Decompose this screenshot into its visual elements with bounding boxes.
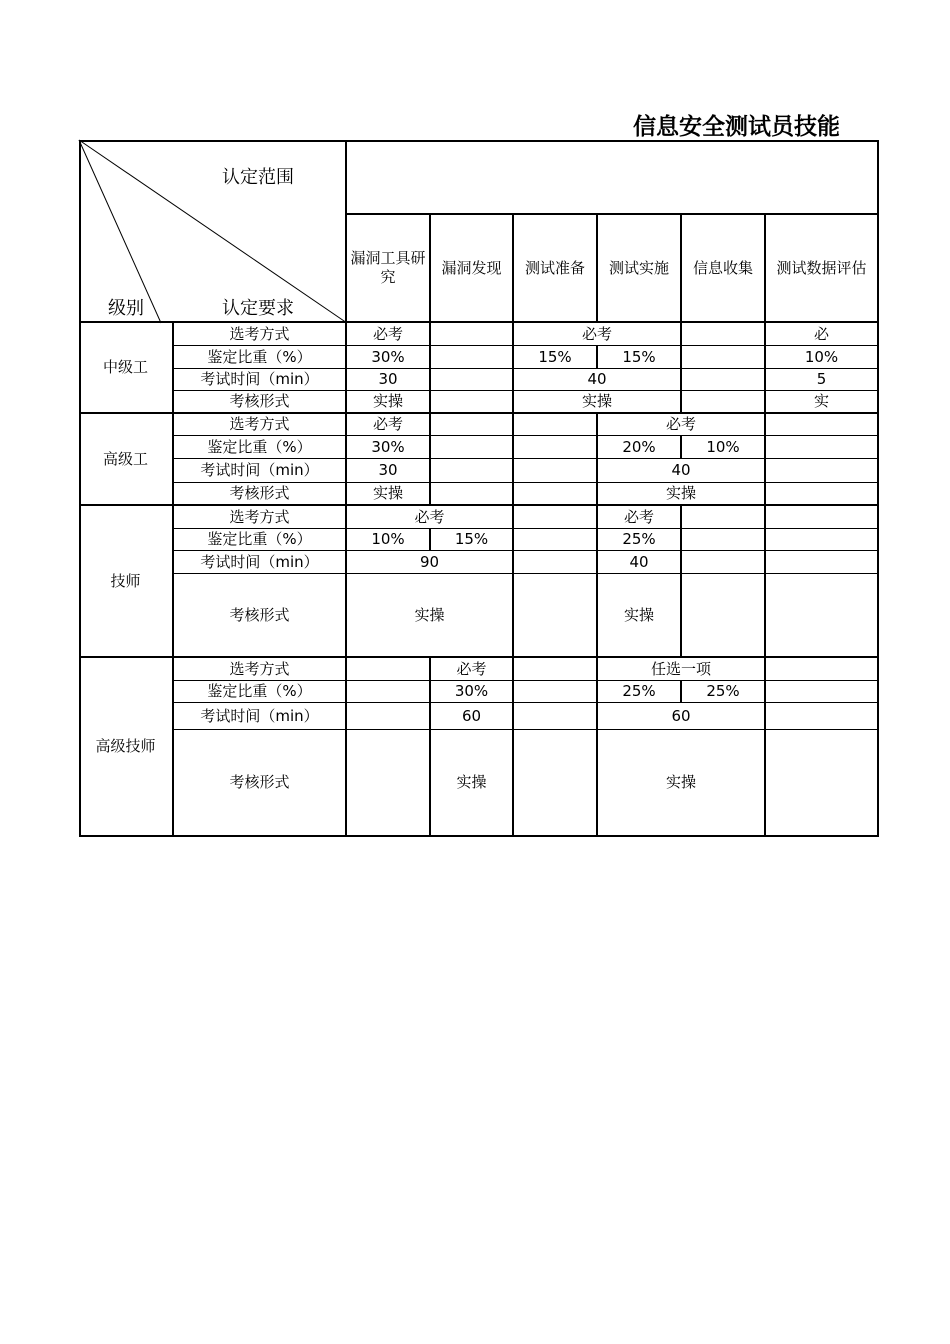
value-cell-method: 必考 (347, 506, 514, 529)
value-cell-form (766, 730, 879, 837)
value-cell-time (431, 369, 514, 391)
value-cell-weight (431, 346, 514, 369)
value-cell-form (514, 574, 598, 658)
value-cell-method: 必考 (347, 414, 431, 436)
value-cell-time: 60 (598, 703, 766, 730)
value-cell-time: 40 (598, 459, 766, 483)
diagonal-line-2 (79, 140, 347, 323)
row-label-form: 考核形式 (174, 574, 347, 658)
value-cell-weight (431, 436, 514, 459)
row-label-method: 选考方式 (174, 506, 347, 529)
value-cell-form (431, 483, 514, 506)
value-cell-form: 实操 (347, 391, 431, 414)
value-cell-method: 必考 (347, 323, 431, 346)
row-label-form: 考核形式 (174, 391, 347, 414)
value-cell-time (347, 703, 431, 730)
level-name-cell: 技师 (79, 506, 174, 658)
row-label-method: 选考方式 (174, 658, 347, 681)
assessment-table (79, 140, 867, 837)
value-cell-form (514, 483, 598, 506)
value-cell-method (766, 414, 879, 436)
value-cell-time: 5 (766, 369, 879, 391)
column-header-3: 测试准备 (514, 215, 598, 323)
value-cell-method: 必考 (514, 323, 682, 346)
row-label-time: 考试时间（min） (174, 369, 347, 391)
value-cell-form: 实操 (598, 730, 766, 837)
column-header-6: 测试数据评估 (766, 215, 879, 323)
corner-header-cell (79, 140, 347, 323)
value-cell-form (766, 483, 879, 506)
column-header-2: 漏洞发现 (431, 215, 514, 323)
value-cell-form (347, 730, 431, 837)
value-cell-time (514, 551, 598, 574)
value-cell-method (431, 414, 514, 436)
value-cell-time (431, 459, 514, 483)
value-cell-weight: 30% (347, 346, 431, 369)
value-cell-method (431, 323, 514, 346)
row-label-time: 考试时间（min） (174, 703, 347, 730)
column-header-4: 测试实施 (598, 215, 682, 323)
value-cell-weight: 20% (598, 436, 682, 459)
corner-diagonal-lines (79, 140, 347, 323)
value-cell-form (431, 391, 514, 414)
value-cell-form: 实操 (347, 574, 514, 658)
level-name-cell: 高级技师 (79, 658, 174, 837)
scope-label: 认定范围 (222, 167, 294, 188)
level-name-cell: 高级工 (79, 414, 174, 506)
row-label-time: 考试时间（min） (174, 459, 347, 483)
value-cell-method (514, 658, 598, 681)
value-cell-time: 30 (347, 459, 431, 483)
value-cell-method (766, 658, 879, 681)
value-cell-weight (766, 681, 879, 703)
value-cell-method: 必考 (431, 658, 514, 681)
column-header-1: 漏洞工具研究 (347, 215, 431, 323)
value-cell-weight: 15% (431, 529, 514, 551)
value-cell-form: 实操 (347, 483, 431, 506)
value-cell-method (514, 506, 598, 529)
value-cell-weight: 10% (766, 346, 879, 369)
value-cell-form: 实操 (514, 391, 682, 414)
row-label-method: 选考方式 (174, 323, 347, 346)
value-cell-form (682, 391, 766, 414)
value-cell-weight: 15% (514, 346, 598, 369)
value-cell-time (766, 551, 879, 574)
column-header-5: 信息收集 (682, 215, 766, 323)
row-label-time: 考试时间（min） (174, 551, 347, 574)
row-label-weight: 鉴定比重（%） (174, 346, 347, 369)
level-label: 级别 (108, 298, 144, 319)
value-cell-time (766, 459, 879, 483)
value-cell-weight (514, 529, 598, 551)
value-cell-form: 实操 (598, 483, 766, 506)
document-title (560, 104, 850, 144)
value-cell-method: 必 (766, 323, 879, 346)
value-cell-form: 实操 (431, 730, 514, 837)
value-cell-time (682, 369, 766, 391)
level-name-cell: 中级工 (79, 323, 174, 414)
value-cell-weight: 25% (682, 681, 766, 703)
value-cell-weight: 10% (347, 529, 431, 551)
value-cell-form (682, 574, 766, 658)
value-cell-weight (347, 681, 431, 703)
row-label-weight: 鉴定比重（%） (174, 529, 347, 551)
table-grid (79, 140, 879, 837)
value-cell-method: 任选一项 (598, 658, 766, 681)
value-cell-form (766, 574, 879, 658)
value-cell-weight: 25% (598, 529, 682, 551)
value-cell-time (766, 703, 879, 730)
requirement-label: 认定要求 (222, 298, 294, 319)
value-cell-weight (682, 346, 766, 369)
value-cell-weight: 10% (682, 436, 766, 459)
value-cell-method (514, 414, 598, 436)
value-cell-weight: 30% (431, 681, 514, 703)
value-cell-time: 90 (347, 551, 514, 574)
value-cell-weight: 30% (347, 436, 431, 459)
value-cell-weight (766, 436, 879, 459)
title-text: 信息安全测试员技能 (633, 114, 840, 140)
value-cell-method (766, 506, 879, 529)
value-cell-form: 实操 (598, 574, 682, 658)
value-cell-weight (766, 529, 879, 551)
value-cell-time (682, 551, 766, 574)
row-label-method: 选考方式 (174, 414, 347, 436)
value-cell-method (347, 658, 431, 681)
row-label-form: 考核形式 (174, 483, 347, 506)
header-top-band (347, 140, 879, 215)
value-cell-weight (514, 436, 598, 459)
value-cell-weight: 25% (598, 681, 682, 703)
value-cell-time: 60 (431, 703, 514, 730)
value-cell-method: 必考 (598, 506, 682, 529)
value-cell-form: 实 (766, 391, 879, 414)
row-label-form: 考核形式 (174, 730, 347, 837)
value-cell-time: 40 (514, 369, 682, 391)
value-cell-form (514, 730, 598, 837)
row-label-weight: 鉴定比重（%） (174, 436, 347, 459)
value-cell-method (682, 506, 766, 529)
value-cell-weight (514, 681, 598, 703)
value-cell-weight (682, 529, 766, 551)
value-cell-time: 40 (598, 551, 682, 574)
value-cell-method (682, 323, 766, 346)
row-label-weight: 鉴定比重（%） (174, 681, 347, 703)
value-cell-time (514, 703, 598, 730)
value-cell-time (514, 459, 598, 483)
value-cell-time: 30 (347, 369, 431, 391)
value-cell-weight: 15% (598, 346, 682, 369)
value-cell-method: 必考 (598, 414, 766, 436)
